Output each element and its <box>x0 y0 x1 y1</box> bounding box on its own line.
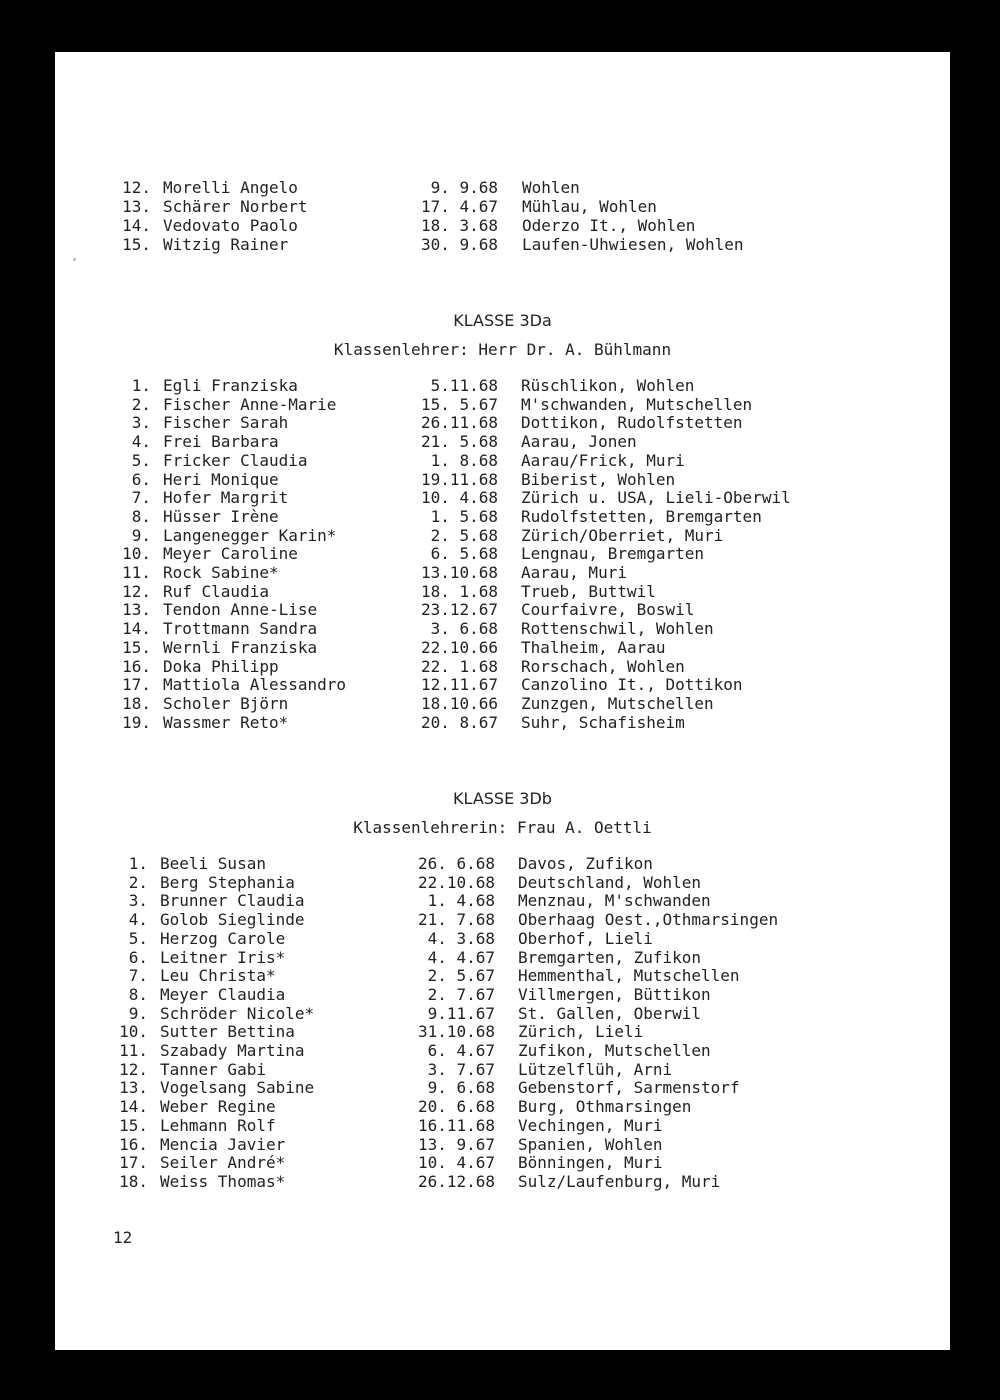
student-number: 7. <box>131 488 151 508</box>
birth-date: 2. 5.68 <box>430 525 498 545</box>
student-row <box>55 1116 950 1135</box>
origin-residence: Hemmenthal, Mutschellen <box>518 966 740 986</box>
student-number: 19. <box>122 712 151 732</box>
student-name: Golob Sieglinde <box>160 910 305 930</box>
student-number: 1. <box>131 376 151 395</box>
class-3da-teacher: Klassenlehrer: Herr Dr. A. Bühlmann <box>333 340 672 359</box>
student-name: Langenegger Karin* <box>163 525 337 545</box>
student-row <box>55 638 950 657</box>
student-row <box>55 1041 950 1060</box>
student-row <box>55 1060 950 1079</box>
birth-date: 5.11.68 <box>430 376 498 395</box>
origin-residence: Sulz/Laufenburg, Muri <box>518 1171 721 1191</box>
student-row <box>55 657 950 676</box>
birth-date: 1. 4.68 <box>427 891 495 911</box>
student-name: Meyer Caroline <box>163 544 298 564</box>
student-row <box>55 854 950 873</box>
student-row <box>55 395 950 414</box>
student-number: 17. <box>122 675 151 695</box>
student-number: 8. <box>128 984 148 1004</box>
student-row <box>55 197 950 216</box>
student-name: Szabady Martina <box>160 1041 305 1060</box>
student-number: 9. <box>128 1003 148 1023</box>
student-number: 9. <box>131 525 151 545</box>
student-number: 3. <box>131 413 151 433</box>
origin-residence: Mühlau, Wohlen <box>522 197 657 216</box>
student-row <box>55 178 950 197</box>
origin-residence: Menznau, M'schwanden <box>518 891 711 911</box>
student-number: 2. <box>128 872 148 892</box>
birth-date: 30. 9.68 <box>420 235 498 254</box>
origin-residence: Biberist, Wohlen <box>521 469 676 489</box>
birth-date: 23.12.67 <box>420 600 498 620</box>
student-number: 18. <box>119 1171 148 1191</box>
student-number: 4. <box>131 432 151 452</box>
birth-date: 2. 7.67 <box>427 984 495 1004</box>
birth-date: 4. 4.67 <box>427 947 495 967</box>
birth-date: 2. 5.67 <box>427 966 495 986</box>
student-name: Vogelsang Sabine <box>160 1078 315 1098</box>
student-name: Brunner Claudia <box>160 891 305 911</box>
birth-date: 3. 6.68 <box>430 619 498 639</box>
student-number: 5. <box>131 450 151 470</box>
student-number: 18. <box>122 693 151 713</box>
student-number: 16. <box>119 1134 148 1154</box>
student-number: 12. <box>119 1059 148 1079</box>
origin-residence: M'schwanden, Mutschellen <box>521 394 753 414</box>
class-3db-teacher: Klassenlehrerin: Frau A. Oettli <box>353 818 652 837</box>
student-row <box>55 1004 950 1023</box>
birth-date: 18. 3.68 <box>420 216 498 235</box>
student-row <box>55 235 950 254</box>
birth-date: 20. 6.68 <box>417 1097 495 1117</box>
student-name: Mattiola Alessandro <box>163 675 347 695</box>
birth-date: 15. 5.67 <box>420 394 498 414</box>
origin-residence: Spanien, Wohlen <box>518 1134 663 1154</box>
birth-date: 31.10.68 <box>417 1022 495 1042</box>
origin-residence: Zürich/Oberriet, Muri <box>521 525 724 545</box>
student-number: 2. <box>131 394 151 414</box>
student-number: 4. <box>128 910 148 930</box>
origin-residence: Laufen-Uhwiesen, Wohlen <box>522 235 744 254</box>
origin-residence: Trueb, Buttwil <box>521 581 656 601</box>
birth-date: 13. 9.67 <box>417 1134 495 1154</box>
birth-date: 3. 7.67 <box>427 1059 495 1079</box>
student-name: Schärer Norbert <box>163 197 308 216</box>
student-name: Hofer Margrit <box>163 488 289 508</box>
birth-date: 6. 5.68 <box>430 544 498 564</box>
origin-residence: Zufikon, Mutschellen <box>518 1041 711 1060</box>
student-number: 11. <box>122 563 151 582</box>
student-number: 13. <box>119 1078 148 1098</box>
student-number: 15. <box>122 235 151 254</box>
student-row <box>55 985 950 1004</box>
birth-date: 26.11.68 <box>420 413 498 433</box>
student-row <box>55 891 950 910</box>
student-number: 13. <box>122 197 151 216</box>
student-name: Tendon Anne-Lise <box>163 600 318 620</box>
origin-residence: Oberhof, Lieli <box>518 928 653 948</box>
student-row <box>55 413 950 432</box>
student-number: 13. <box>122 600 151 620</box>
student-number: 15. <box>122 637 151 657</box>
birth-date: 4. 3.68 <box>427 928 495 948</box>
student-row <box>55 929 950 948</box>
birth-date: 9. 6.68 <box>427 1078 495 1098</box>
student-name: Wassmer Reto* <box>163 712 289 732</box>
student-row <box>55 1097 950 1116</box>
birth-date: 13.10.68 <box>420 563 498 582</box>
origin-residence: Bönningen, Muri <box>518 1153 663 1173</box>
student-row <box>55 376 950 395</box>
student-number: 6. <box>131 469 151 489</box>
class-3db-title: KLASSE 3Db <box>453 789 552 808</box>
student-number: 17. <box>119 1153 148 1173</box>
student-name: Tanner Gabi <box>160 1059 266 1079</box>
origin-residence: Aarau, Muri <box>521 563 627 582</box>
origin-residence: Oderzo It., Wohlen <box>522 216 696 235</box>
origin-residence: Zürich u. USA, Lieli-Oberwil <box>521 488 791 508</box>
student-name: Fischer Sarah <box>163 413 289 433</box>
birth-date: 18.10.66 <box>420 693 498 713</box>
origin-residence: Zunzgen, Mutschellen <box>521 693 714 713</box>
origin-residence: Bremgarten, Zufikon <box>518 947 702 967</box>
student-row <box>55 1135 950 1154</box>
birth-date: 22.10.68 <box>417 872 495 892</box>
student-name: Weiss Thomas* <box>160 1171 286 1191</box>
student-name: Heri Monique <box>163 469 279 489</box>
student-row <box>55 619 950 638</box>
origin-residence: Lützelflüh, Arni <box>518 1059 673 1079</box>
student-number: 8. <box>131 506 151 526</box>
student-name: Beeli Susan <box>160 854 266 873</box>
student-number: 7. <box>128 966 148 986</box>
student-number: 14. <box>119 1097 148 1117</box>
student-number: 1. <box>128 854 148 873</box>
student-row <box>55 432 950 451</box>
student-row <box>55 966 950 985</box>
birth-date: 21. 7.68 <box>417 910 495 930</box>
student-name: Mencia Javier <box>160 1134 286 1154</box>
origin-residence: Thalheim, Aarau <box>521 637 666 657</box>
student-number: 14. <box>122 216 151 235</box>
student-row <box>55 544 950 563</box>
student-name: Morelli Angelo <box>163 178 298 197</box>
student-number: 10. <box>122 544 151 564</box>
student-name: Meyer Claudia <box>160 984 286 1004</box>
student-name: Herzog Carole <box>160 928 286 948</box>
student-name: Weber Regine <box>160 1097 276 1117</box>
student-name: Vedovato Paolo <box>163 216 298 235</box>
birth-date: 10. 4.67 <box>417 1153 495 1173</box>
origin-residence: Villmergen, Büttikon <box>518 984 711 1004</box>
origin-residence: Zürich, Lieli <box>518 1022 644 1042</box>
origin-residence: Oberhaag Oest.,Othmarsingen <box>518 910 779 930</box>
student-name: Berg Stephania <box>160 872 295 892</box>
origin-residence: Canzolino It., Dottikon <box>521 675 743 695</box>
origin-residence: Aarau, Jonen <box>521 432 637 452</box>
origin-residence: Dottikon, Rudolfstetten <box>521 413 743 433</box>
student-name: Ruf Claudia <box>163 581 269 601</box>
student-name: Leitner Iris* <box>160 947 286 967</box>
scan-speck <box>73 258 76 261</box>
origin-residence: Burg, Othmarsingen <box>518 1097 692 1117</box>
student-name: Sutter Bettina <box>160 1022 295 1042</box>
student-name: Doka Philipp <box>163 656 279 676</box>
origin-residence: Aarau/Frick, Muri <box>521 450 685 470</box>
birth-date: 21. 5.68 <box>420 432 498 452</box>
student-row <box>55 563 950 582</box>
student-name: Trottmann Sandra <box>163 619 318 639</box>
student-name: Wernli Franziska <box>163 637 318 657</box>
student-name: Seiler André* <box>160 1153 286 1173</box>
birth-date: 20. 8.67 <box>420 712 498 732</box>
student-row <box>55 488 950 507</box>
origin-residence: St. Gallen, Oberwil <box>518 1003 702 1023</box>
student-row <box>55 910 950 929</box>
student-row <box>55 1172 950 1191</box>
origin-residence: Rorschach, Wohlen <box>521 656 685 676</box>
birth-date: 12.11.67 <box>420 675 498 695</box>
student-number: 3. <box>128 891 148 911</box>
student-row <box>55 582 950 601</box>
student-number: 12. <box>122 581 151 601</box>
student-number: 15. <box>119 1115 148 1135</box>
origin-residence: Rüschlikon, Wohlen <box>521 376 695 395</box>
origin-residence: Rudolfstetten, Bremgarten <box>521 506 762 526</box>
student-row <box>55 873 950 892</box>
student-row <box>55 216 950 235</box>
document-page <box>55 52 950 1350</box>
origin-residence: Gebenstorf, Sarmenstorf <box>518 1078 740 1098</box>
birth-date: 19.11.68 <box>420 469 498 489</box>
student-number: 11. <box>119 1041 148 1060</box>
student-row <box>55 526 950 545</box>
birth-date: 26.12.68 <box>417 1171 495 1191</box>
birth-date: 10. 4.68 <box>420 488 498 508</box>
student-row <box>55 694 950 713</box>
student-name: Hüsser Irène <box>163 506 279 526</box>
page-number: 12 <box>113 1228 133 1247</box>
origin-residence: Courfaivre, Boswil <box>521 600 695 620</box>
student-name: Rock Sabine* <box>163 563 279 582</box>
birth-date: 22. 1.68 <box>420 656 498 676</box>
student-row <box>55 713 950 732</box>
origin-residence: Rottenschwil, Wohlen <box>521 619 714 639</box>
origin-residence: Wohlen <box>522 178 580 197</box>
birth-date: 17. 4.67 <box>420 197 498 216</box>
student-name: Fischer Anne-Marie <box>163 394 337 414</box>
birth-date: 6. 4.67 <box>427 1041 495 1060</box>
student-name: Witzig Rainer <box>163 235 289 254</box>
student-number: 14. <box>122 619 151 639</box>
birth-date: 22.10.66 <box>420 637 498 657</box>
student-row <box>55 948 950 967</box>
origin-residence: Deutschland, Wohlen <box>518 872 702 892</box>
birth-date: 9.11.67 <box>427 1003 495 1023</box>
origin-residence: Vechingen, Muri <box>518 1115 663 1135</box>
origin-residence: Suhr, Schafisheim <box>521 712 685 732</box>
student-row <box>55 470 950 489</box>
student-number: 16. <box>122 656 151 676</box>
student-number: 10. <box>119 1022 148 1042</box>
student-name: Scholer Björn <box>163 693 289 713</box>
student-row <box>55 1153 950 1172</box>
origin-residence: Lengnau, Bremgarten <box>521 544 705 564</box>
birth-date: 26. 6.68 <box>417 854 495 873</box>
student-row <box>55 1078 950 1097</box>
student-name: Frei Barbara <box>163 432 279 452</box>
student-name: Fricker Claudia <box>163 450 308 470</box>
student-name: Egli Franziska <box>163 376 298 395</box>
student-name: Lehmann Rolf <box>160 1115 276 1135</box>
birth-date: 16.11.68 <box>417 1115 495 1135</box>
student-number: 5. <box>128 928 148 948</box>
birth-date: 1. 5.68 <box>430 506 498 526</box>
student-row <box>55 675 950 694</box>
student-row <box>55 507 950 526</box>
student-row <box>55 1022 950 1041</box>
student-row <box>55 600 950 619</box>
student-name: Leu Christa* <box>160 966 276 986</box>
birth-date: 1. 8.68 <box>430 450 498 470</box>
birth-date: 18. 1.68 <box>420 581 498 601</box>
class-3da-title: KLASSE 3Da <box>453 311 552 330</box>
origin-residence: Davos, Zufikon <box>518 854 653 873</box>
student-name: Schröder Nicole* <box>160 1003 315 1023</box>
student-number: 12. <box>122 178 151 197</box>
birth-date: 9. 9.68 <box>430 178 498 197</box>
student-number: 6. <box>128 947 148 967</box>
student-row <box>55 451 950 470</box>
